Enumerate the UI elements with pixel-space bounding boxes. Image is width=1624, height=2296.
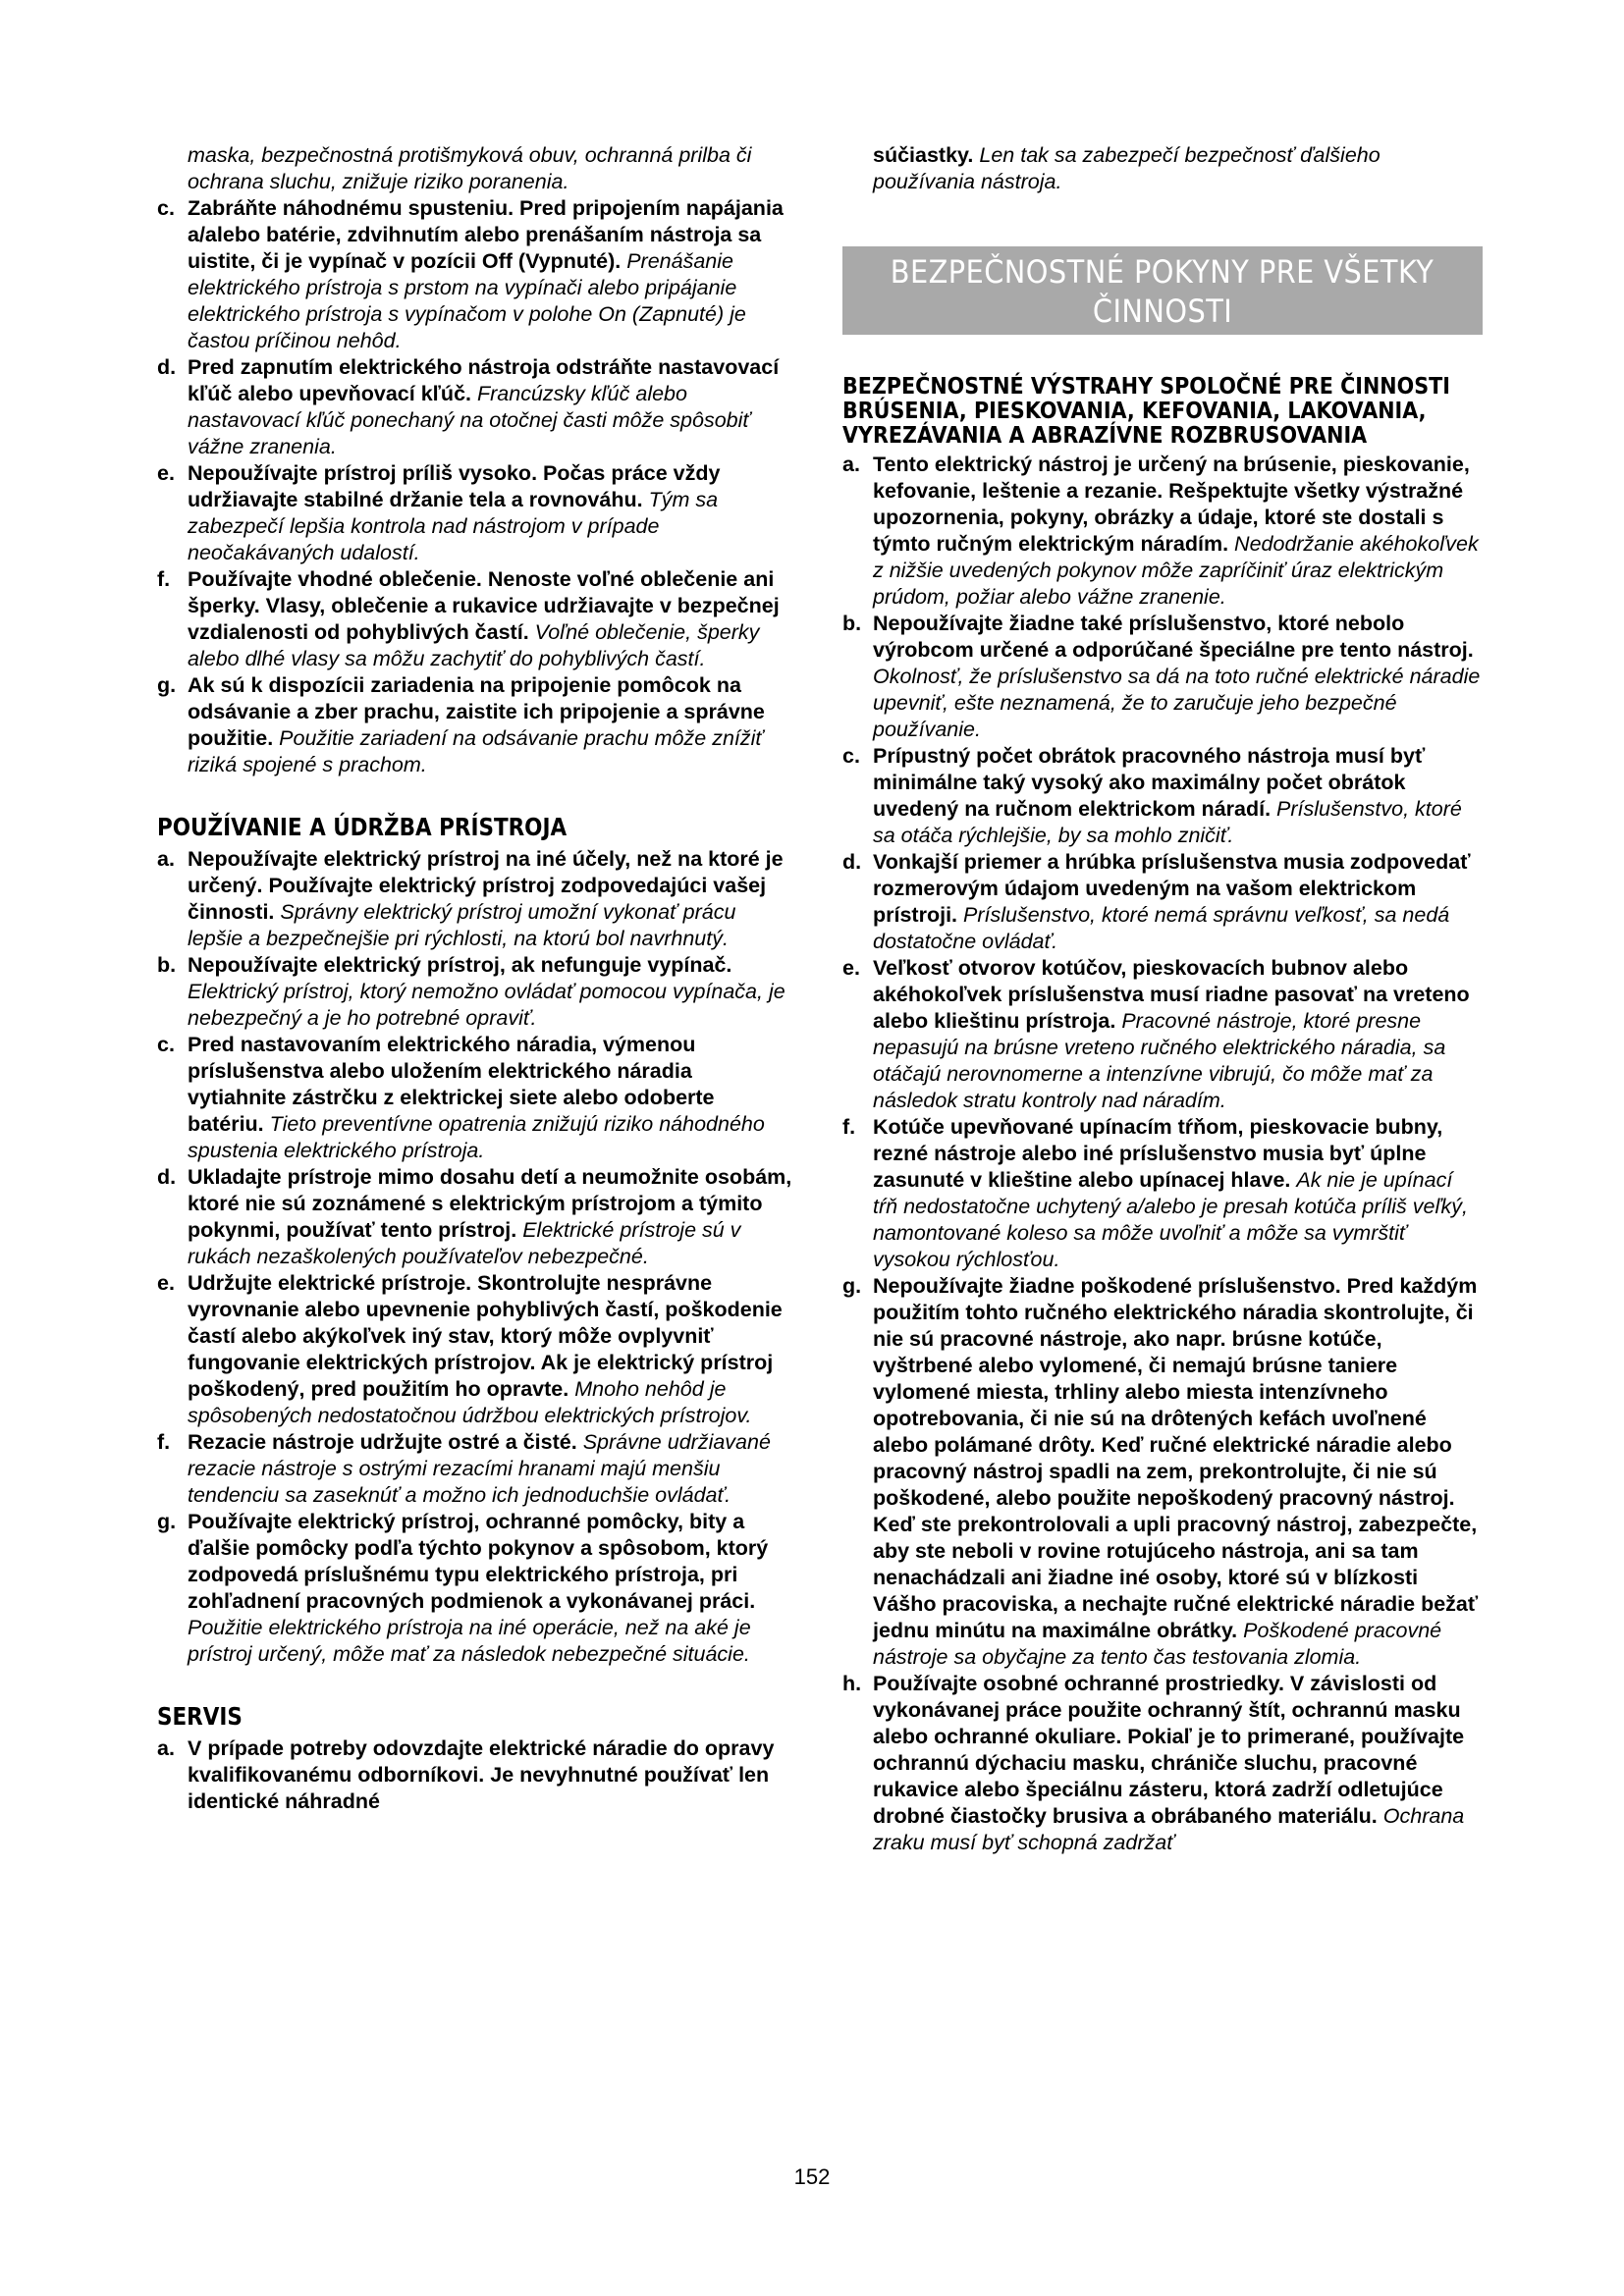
list-item: d. Pred zapnutím elektrického nástroja odstráňte nastavovací kľúč alebo upevňovací kľúč. Francúzsky kľúč alebo nastavovací kľúč ponechaný na otočnej časti môže spôsobiť vážne zranenia. [157,355,780,458]
list-item: e. Veľkosť otvorov kotúčov, pieskovacích bubnov alebo akéhokoľvek príslušenstva musí riadne pasovať na vreteno alebo klieštinu prístroja. Pracovné nástroje, ktoré presne nepasujú na brúsne vreteno ručného elektrického náradia, sa otáčajú nerovnomerne a intenzívne vibrujú, čo môže mať za následok stratu kontroly nad náradím. [842,956,1470,1112]
list-item: d. Vonkajší priemer a hrúbka príslušenstva musia zodpovedať rozmerovým údajom uvedeným na vašom elektrickom prístroji. Príslušenstvo, ktoré nemá správnu veľkosť, sa nedá dostatočne ovládať. [842,850,1471,953]
list-item: g. Ak sú k dispozícii zariadenia na pripojenie pomôcok na odsávanie a zber prachu, zaistite ich pripojenie a správne použitie. Použitie zariadení na odsávanie prachu môže znížiť riziká spojené s prachom. [157,673,765,776]
list-item: g. Používajte elektrický prístroj, ochranné pomôcky, bity a ďalšie pomôcky podľa týchto pokynov a spôsobom, ktorý zodpovedá príslušnému typu elektrického prístroja, pri zohľadnení pracovných podmienok a vykonávanej práci. Použitie elektrického prístroja na iné operácie, než na aké je prístroj určený, môže mať za následok nebezpečné situácie. [157,1510,769,1666]
section-banner [842,246,1483,335]
list-item: e. Udržujte elektrické prístroje. Skontrolujte nesprávne vyrovnanie alebo upevnenie pohyblivých častí, poškodenie častí alebo akýkoľvek iný stav, ktorý môže ovplyvniť fungovanie elektrických prístrojov. Ak je elektrický prístroj poškodený, pred použitím ho opravte. Mnoho nehôd je spôsobených nedostatočnou údržbou elektrických prístrojov. [157,1271,783,1427]
section-heading-common: BEZPEČNOSTNÉ VÝSTRAHY SPOLOČNÉ PRE ČINNOSTI BRÚSENIA, PIESKOVANIA, KEFOVANIA, LAKOVANIA, VYREZÁVANIA A ABRAZÍVNE ROZBRUSOVANIA [842,372,1450,449]
intro-continuation: maska, bezpečnostná protišmyková obuv, ochranná prilba či ochrana sluchu, znižuje riziko poranenia. [188,143,752,193]
general-safety-list [157,195,795,778]
section-heading-use: POUŽÍVANIE A ÚDRŽBA PRÍSTROJA [157,813,568,841]
use-maintenance-list [157,846,795,1668]
list-item: a. Nepoužívajte elektrický prístroj na iné účely, než na ktoré je určený. Používajte elektrický prístroj zodpovedajúci vašej činnosti. Správny elektrický prístroj umožní vykonať prácu lepšie a bezpečnejšie pri rýchlosti, na ktorú bol navrhnutý. [157,847,784,950]
right-column [842,142,1483,1856]
banner-line-1: BEZPEČNOSTNÉ POKYNY PRE VŠETKY [891,253,1435,291]
list-item: f. Používajte vhodné oblečenie. Nenoste voľné oblečenie ani šperky. Vlasy, oblečenie a rukavice udržiavajte v bezpečnej vzdialenosti od pohyblivých častí. Voľné oblečenie, šperky alebo dlhé vlasy sa môžu zachytiť do pohyblivých častí. [157,567,780,670]
list-item: a. Tento elektrický nástroj je určený na brúsenie, pieskovanie, kefovanie, leštenie a rezanie. Rešpektujte všetky výstražné upozornenia, pokyny, obrázky a údaje, ktoré ste dostali s týmto ručným elektrickým náradím. Nedodržanie akéhokoľvek z nižšie uvedených pokynov môže zapríčiniť úraz elektrickým prúdom, požiar alebo vážne zranenie. [842,453,1479,609]
list-item: c. Zabráňte náhodnému spusteniu. Pred pripojením napájania a/alebo batérie, zdvihnutím alebo prenášaním nástroja sa uistite, či je vypínač v pozícii Off (Vypnuté). Prenášanie elektrického prístroja s prstom na vypínači alebo pripájanie elektrického prístroja s vypínačom v polohe On (Zapnuté) je častou príčinou nehôd. [157,196,784,352]
common-warnings-list [842,452,1483,1856]
list-item: d. Ukladajte prístroje mimo dosahu detí a neumožnite osobám, ktoré nie sú zoznámené s elektrickým prístrojom a týmito pokynmi, používať tento prístroj. Elektrické prístroje sú v rukách nezaškolených používateľov nebezpečné. [157,1165,792,1268]
banner-line-2: ČINNOSTI [1092,293,1233,330]
list-item: h. Používajte osobné ochranné prostriedky. V závislosti od vykonávanej práce použite ochranný štít, ochrannú masku alebo ochranné okuliare. Pokiaľ je to primerané, používajte ochrannú dýchaciu masku, chrániče sluchu, pracovné rukavice alebo špeciálnu zásteru, ktorá zadrží odletujúce drobné čiastočky brusiva a obrábaného materiálu. Ochrana zraku musí byť schopná zadržať [842,1672,1465,1854]
list-item: a. V prípade potreby odovzdajte elektrické náradie do opravy kvalifikovanému odborníkovi. Je nevyhnutné používať len identické náhradné [157,1736,775,1813]
list-item: b. Nepoužívajte elektrický prístroj, ak nefunguje vypínač. Elektrický prístroj, ktorý nemožno ovládať pomocou vypínača, je nebezpečný a je ho potrebné opraviť. [157,953,785,1030]
list-item: f. Rezacie nástroje udržujte ostré a čisté. Správne udržiavané rezacie nástroje s ostrými rezacími hranami majú menšiu tendenciu sa zaseknúť a možno ich jednoduchšie ovládať. [157,1430,771,1507]
list-item: g. Nepoužívajte žiadne poškodené príslušenstvo. Pred každým použitím tohto ručného elektrického náradia skontrolujte, či nie sú pracovné nástroje, ako napr. brúsne kotúče, vyštrbené alebo vylomené, či nemajú brúsne taniere vylomené miesta, trhliny alebo miesta intenzívneho opotrebovania, či nie sú na drôtených kefách uvoľnené alebo polámané drôty. Keď ručné elektrické náradie alebo pracovný nástroj spadli na zem, prekontrolujte, či nie sú poškodené, alebo použite nepoškodený pracovný nástroj. Keď ste prekontrolovali a upli pracovný nástroj, zabezpečte, aby ste neboli v rovine rotujúceho nástroja, ani sa tam nenachádzali ani žiadne iné osoby, ktoré sú v blízkosti Vášho pracoviska, a nechajte ručné elektrické náradie bežať jednu minútu na maximálne obrátky. Poškodené pracovné nástroje sa obyčajne za tento čas testovania zlomia. [842,1274,1479,1669]
section-heading-service: SERVIS [157,1702,243,1731]
list-item: e. Nepoužívajte prístroj príliš vysoko. Počas práce vždy udržiavajte stabilné držanie tela a rovnováhu. Tým sa zabezpečí lepšia kontrola nad nástrojom v prípade neočakávaných udalostí. [157,461,721,564]
page-number: 152 [793,2164,831,2189]
service-list [157,1735,795,1815]
list-item: c. Pred nastavovaním elektrického náradia, výmenou príslušenstva alebo uložením elektrického náradia vytiahnite zástrčku z elektrickej siete alebo odoberte batériu. Tieto preventívne opatrenia znižujú riziko náhodného spustenia elektrického prístroja. [157,1033,765,1162]
list-item: c. Prípustný počet obrátok pracovného nástroja musí byť minimálne taký vysoký ako maximálny počet obrátok uvedený na ručnom elektrickom náradí. Príslušenstvo, ktoré sa otáča rýchlejšie, by sa mohlo zničiť. [842,744,1462,847]
list-item: f. Kotúče upevňované upínacím tŕňom, pieskovacie bubny, rezné nástroje alebo iné príslušenstvo musia byť úplne zasunuté v klieštine alebo upínacej hlave. Ak nie je upínací tŕň nedostatočne uchytený a/alebo je presah kotúča príliš veľký, namontované koleso sa môže uvoľniť a môže sa vymrštiť vysokou rýchlosťou. [842,1115,1469,1271]
list-item: b. Nepoužívajte žiadne také príslušenstvo, ktoré nebolo výrobcom určené a odporúčané špeciálne pre tento nástroj. Okolnosť, že príslušenstvo sa dá na toto ručné elektrické náradie upevniť, ešte neznamená, že to zaručuje jeho bezpečné používanie. [842,612,1481,741]
left-column [157,142,795,1815]
continuation-text: súčiastky. Len tak sa zabezpečí bezpečnosť ďalšieho používania nástroja. [873,143,1380,193]
